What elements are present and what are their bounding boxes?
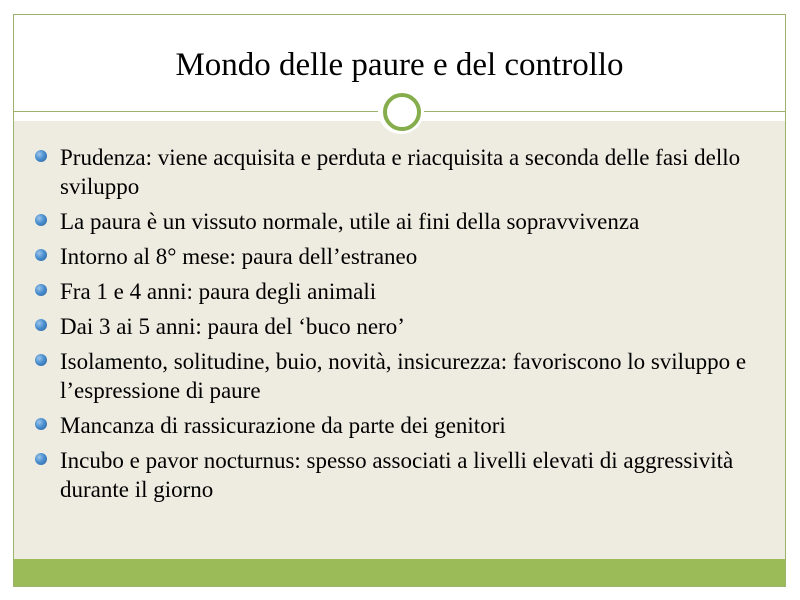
bullet-item	[35, 347, 755, 405]
content-area	[14, 121, 785, 559]
bullet-icon	[35, 453, 47, 465]
bullet-text: Isolamento, solitudine, buio, novità, insicurezza: favoriscono lo sviluppo e l’espressione di paure	[60, 349, 747, 403]
bottom-accent-bar	[14, 559, 785, 586]
bullet-item	[35, 207, 755, 236]
bullet-item	[35, 242, 755, 271]
slide-title: Mondo delle paure e del controllo	[175, 47, 624, 83]
bullet-text: Fra 1 e 4 anni: paura degli animali	[60, 279, 377, 304]
bullet-item	[35, 446, 755, 504]
bullet-text: Incubo e pavor nocturnus: spesso associati a livelli elevati di aggressività durante il giorno	[60, 448, 734, 502]
slide	[13, 14, 786, 587]
bullet-item	[35, 312, 755, 341]
bullet-icon	[35, 284, 47, 296]
green-ring-icon	[383, 93, 421, 131]
bullet-text: Intorno al 8° mese: paura dell’estraneo	[60, 244, 418, 269]
bullet-list	[35, 143, 755, 510]
bullet-icon	[35, 249, 47, 261]
bullet-text: Prudenza: viene acquisita e perduta e riacquisita a seconda delle fasi dello sviluppo	[60, 145, 741, 199]
bullet-icon	[35, 214, 47, 226]
bullet-item	[35, 411, 755, 440]
bullet-text: La paura è un vissuto normale, utile ai fini della sopravvivenza	[60, 209, 640, 234]
bullet-item	[35, 143, 755, 201]
bullet-item	[35, 277, 755, 306]
bullet-icon	[35, 319, 47, 331]
bullet-text: Mancanza di rassicurazione da parte dei genitori	[60, 413, 506, 438]
bullet-icon	[35, 418, 47, 430]
bullet-text: Dai 3 ai 5 anni: paura del ‘buco nero’	[60, 314, 405, 339]
bullet-icon	[35, 150, 47, 162]
bullet-icon	[35, 354, 47, 366]
